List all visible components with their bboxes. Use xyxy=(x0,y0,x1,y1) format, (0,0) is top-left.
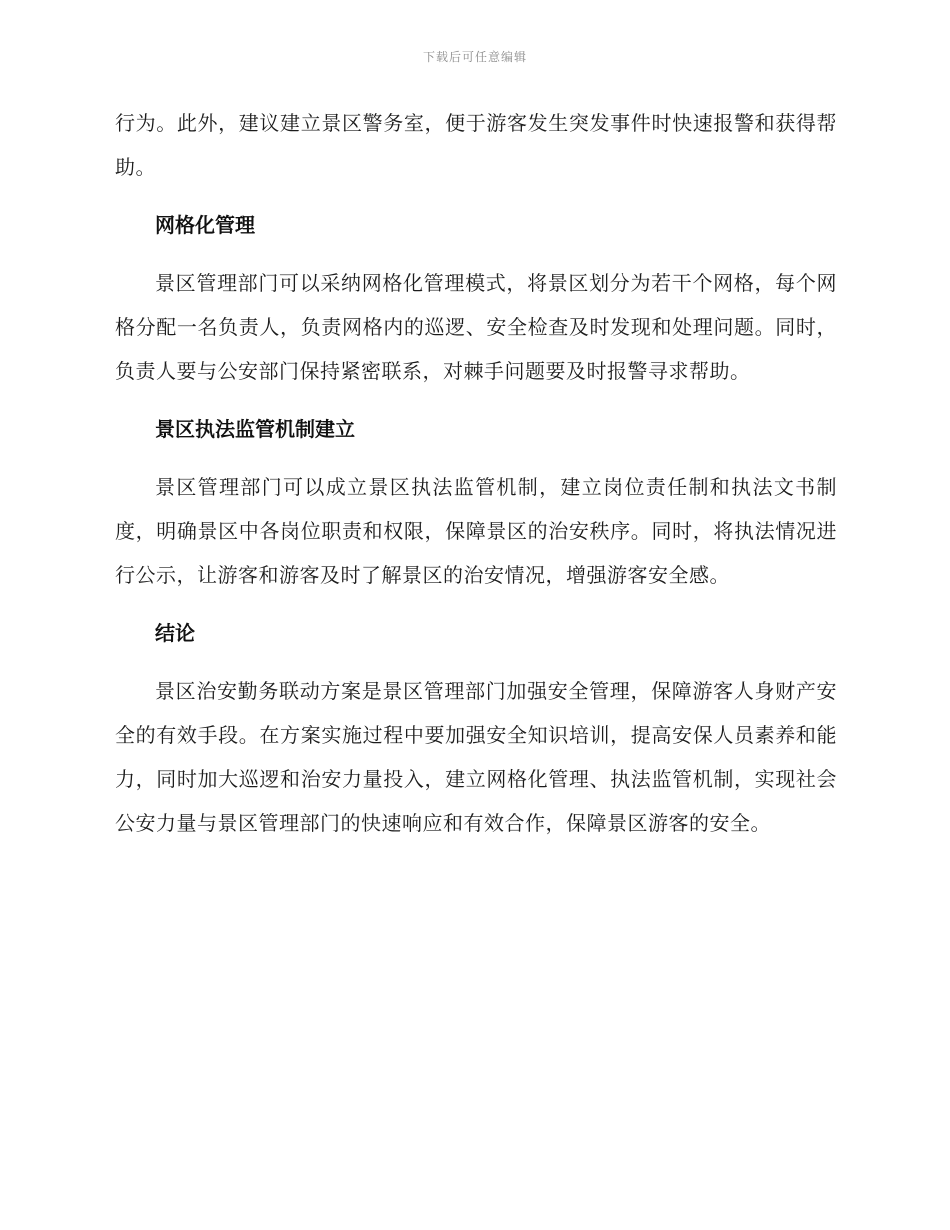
paragraph-continuation: 行为。此外，建议建立景区警务室，便于游客发生突发事件时快速报警和获得帮助。 xyxy=(115,113,837,179)
paragraph-grid-management: 景区管理部门可以采纳网格化管理模式，将景区划分为若干个网格，每个网格分配一名负责人，负责网格内的巡逻、安全检查及时发现和处理问题。同时，负责人要与公安部门保持紧密联系，对棘手问题要及时报警寻求帮助。 xyxy=(115,273,837,383)
section-heading-conclusion: 结论 xyxy=(155,623,195,645)
paragraph-conclusion: 景区治安勤务联动方案是景区管理部门加强安全管理，保障游客人身财产安全的有效手段。在方案实施过程中要加强安全知识培训，提高安保人员素养和能力，同时加大巡逻和治安力量投入，建立网格化管理、执法监管机制，实现社会公安力量与景区管理部门的快速响应和有效合作，保障景区游客的安全。 xyxy=(115,681,837,835)
section-heading-grid-management: 网格化管理 xyxy=(155,215,255,237)
page-header-note: 下载后可任意编辑 xyxy=(422,50,527,64)
paragraph-law-enforcement: 景区管理部门可以成立景区执法监管机制，建立岗位责任制和执法文书制度，明确景区中各岗位职责和权限，保障景区的治安秩序。同时，将执法情况进行公示，让游客和游客及时了解景区的治安情况，增强游客安全感。 xyxy=(115,477,837,587)
document-body xyxy=(115,102,837,846)
section-heading-law-enforcement: 景区执法监管机制建立 xyxy=(155,419,355,441)
